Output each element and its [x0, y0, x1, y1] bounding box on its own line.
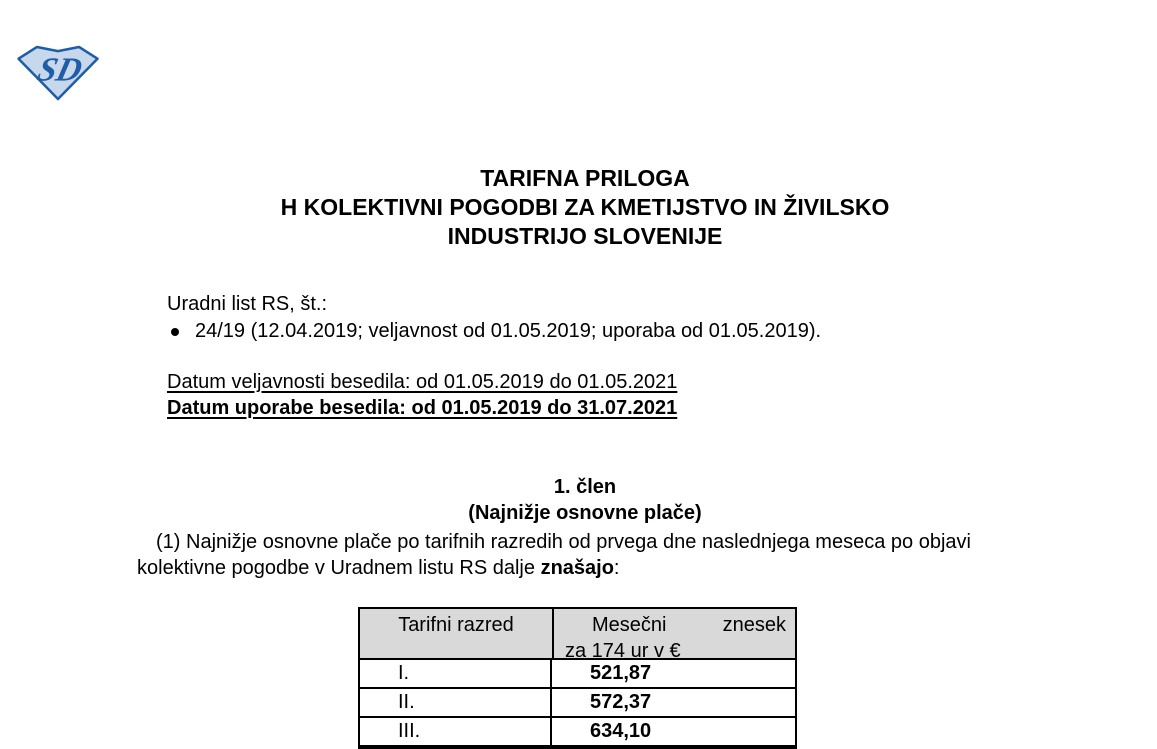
cell-znesek: 634,10	[590, 720, 652, 742]
document-title	[130, 164, 1040, 251]
header-word-znesek: znesek	[722, 614, 786, 636]
table-row	[360, 660, 795, 689]
title-line-1: TARIFNA PRILOGA	[480, 165, 690, 191]
cell-razred: III.	[360, 718, 552, 745]
header-col2-line2: za 174 ur v €	[565, 640, 681, 662]
paragraph-text: (1) Najnižje osnovne plače po tarifnih razredih od prvega dne naslednjega meseca po objavi kolektivne pogodbe v Uradnem listu RS dalje	[137, 531, 971, 579]
table-header-row	[360, 609, 795, 660]
gazette-item-text: 24/19 (12.04.2019; veljavnost od 01.05.2019; uporaba od 01.05.2019).	[195, 320, 822, 342]
article-paragraph	[137, 529, 1048, 581]
header-cell-tarifni-razred: Tarifni razred	[360, 609, 554, 658]
gazette-list-item	[171, 319, 821, 343]
cell-znesek: 521,87	[590, 662, 652, 684]
cell-razred: II.	[360, 689, 552, 716]
article-subtitle: (Najnižje osnovne plače)	[468, 502, 702, 524]
paragraph-colon: :	[613, 557, 620, 579]
logo-letters: SD	[33, 52, 86, 89]
tariff-table	[358, 607, 797, 749]
header-word-mesecni: Mesečni	[592, 614, 667, 636]
bullet-icon	[171, 328, 179, 336]
header-col2-line1	[554, 612, 795, 638]
header-cell-mesecni-znesek	[554, 609, 795, 662]
cell-razred: I.	[360, 660, 552, 687]
article-heading	[130, 474, 1040, 526]
gazette-label: Uradni list RS, št.:	[167, 293, 328, 315]
usage-date-line: Datum uporabe besedila: od 01.05.2019 do 31.07.2021	[167, 397, 678, 419]
table-row	[360, 689, 795, 718]
sd-shield-logo-graphic	[16, 44, 100, 102]
sd-shield-logo	[16, 44, 100, 102]
validity-date-line: Datum veljavnosti besedila: od 01.05.2019 do 01.05.2021	[167, 371, 678, 393]
article-number: 1. člen	[553, 476, 617, 498]
title-line-2: H KOLEKTIVNI POGODBI ZA KMETIJSTVO IN ŽIVILSKO	[280, 194, 890, 220]
cell-znesek: 572,37	[590, 691, 652, 713]
title-line-3: INDUSTRIJO SLOVENIJE	[447, 223, 723, 249]
paragraph-bold-word: znašajo	[540, 557, 614, 579]
